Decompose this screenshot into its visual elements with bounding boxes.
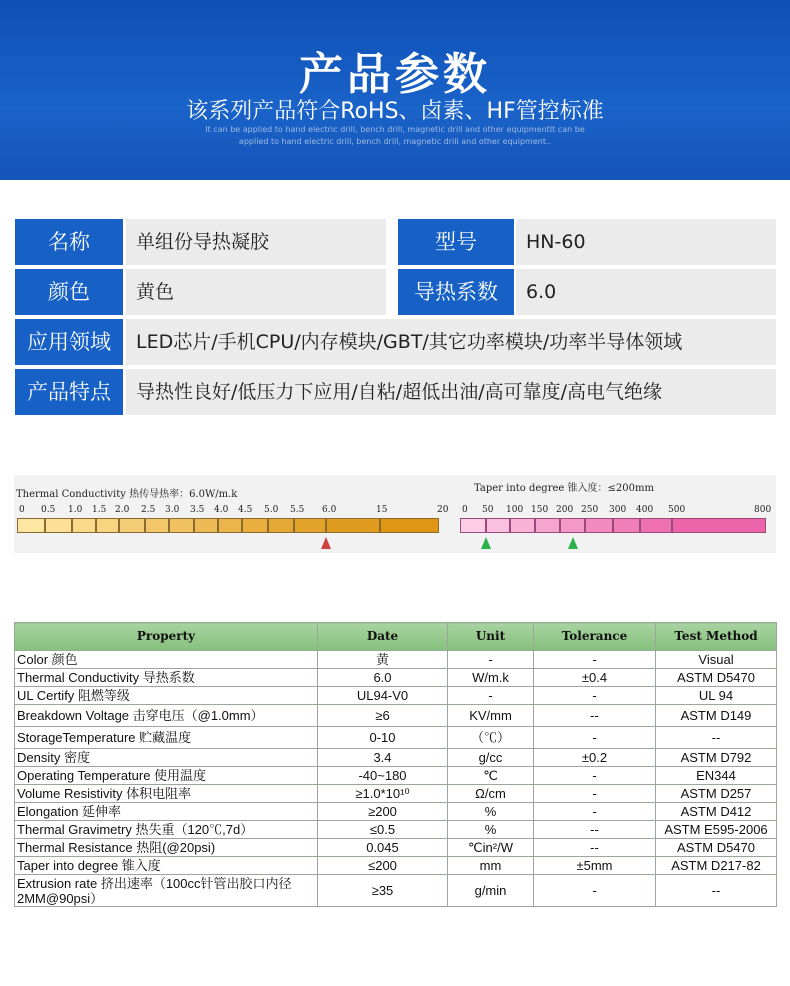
taper-marker-icon	[481, 537, 491, 549]
unit-cell: g/cc	[448, 749, 534, 767]
conductivity-bar-segment	[169, 518, 194, 533]
taper-tick-label: 150	[531, 505, 549, 515]
header-date: Date	[318, 623, 448, 651]
conductivity-tick-label: 4.0	[214, 505, 229, 515]
conductivity-bar-segment	[17, 518, 45, 533]
date-cell: 0-10	[318, 727, 448, 749]
date-cell: 黄	[318, 651, 448, 669]
test-method-cell: ASTM D217-82	[656, 857, 777, 875]
taper-tick-label: 250	[581, 505, 599, 515]
test-method-cell: Visual	[656, 651, 777, 669]
unit-cell: g/min	[448, 875, 534, 907]
test-method-cell: --	[656, 875, 777, 907]
conductivity-bar-segment	[119, 518, 145, 533]
conductivity-bar-segment	[96, 518, 119, 533]
taper-tick-label: 300	[609, 505, 627, 515]
tolerance-cell: -	[534, 803, 656, 821]
property-cell: UL Certify 阻燃等级	[15, 687, 318, 705]
header-property: Property	[15, 623, 318, 651]
taper-bar-segment	[535, 518, 560, 533]
property-cell: Operating Temperature 使用温度	[15, 767, 318, 785]
table-row	[15, 727, 777, 749]
property-cell: Elongation 延伸率	[15, 803, 318, 821]
color-value: 黄色	[126, 269, 386, 315]
table-row	[15, 821, 777, 839]
taper-tick-label: 200	[556, 505, 574, 515]
unit-cell: W/m.k	[448, 669, 534, 687]
english-note: It can be applied to hand electric drill, bench drill, magnetic drill and other equipmentIt can be applied to hand electric drill, bench drill, magnetic drill and other equipment..	[205, 125, 585, 146]
table-row	[15, 803, 777, 821]
taper-bar-segment	[613, 518, 640, 533]
date-cell: UL94-V0	[318, 687, 448, 705]
taper-marker-icon	[568, 537, 578, 549]
conductivity-tick-label: 2.0	[115, 505, 130, 515]
property-cell: Breakdown Voltage 击穿电压（@1.0mm）	[15, 705, 318, 727]
taper-bar-segment	[672, 518, 766, 533]
unit-cell: %	[448, 821, 534, 839]
table-row	[15, 785, 777, 803]
test-method-cell: ASTM D792	[656, 749, 777, 767]
name-value: 单组份导热凝胶	[126, 219, 386, 265]
date-cell: ≥35	[318, 875, 448, 907]
conductivity-marker-icon	[321, 537, 331, 549]
tolerance-cell: -	[534, 651, 656, 669]
name-label: 名称	[15, 219, 123, 265]
conductivity-tick-label: 0	[19, 505, 25, 515]
tolerance-cell: -	[534, 785, 656, 803]
conductivity-scale-caption: Thermal Conductivity 热传导热率：6.0W/m.k	[16, 489, 238, 500]
date-cell: ≥6	[318, 705, 448, 727]
tolerance-cell: -	[534, 767, 656, 785]
taper-bar-segment	[460, 518, 486, 533]
header-test-method: Test Method	[656, 623, 777, 651]
unit-cell: （℃）	[448, 727, 534, 749]
date-cell: ≤0.5	[318, 821, 448, 839]
taper-tick-label: 800	[754, 505, 772, 515]
tolerance-cell: --	[534, 839, 656, 857]
page-title: 产品参数	[299, 49, 491, 100]
tolerance-cell: ±0.2	[534, 749, 656, 767]
table-body	[15, 651, 777, 907]
date-cell: 6.0	[318, 669, 448, 687]
unit-cell: mm	[448, 857, 534, 875]
conductivity-bar-segment	[326, 518, 380, 533]
conductivity-tick-label: 3.5	[190, 505, 205, 515]
conductivity-tick-label: 0.5	[41, 505, 56, 515]
table-row	[15, 705, 777, 727]
table-row	[15, 749, 777, 767]
date-cell: ≥200	[318, 803, 448, 821]
color-label: 颜色	[15, 269, 123, 315]
table-row	[15, 687, 777, 705]
property-cell: StorageTemperature 贮藏温度	[15, 727, 318, 749]
taper-tick-label: 0	[462, 505, 468, 515]
test-method-cell: ASTM D149	[656, 705, 777, 727]
taper-tick-label: 400	[636, 505, 654, 515]
property-table	[14, 622, 777, 907]
application-value: LED芯片/手机CPU/内存模块/GBT/其它功率模块/功率半导体领域	[126, 319, 776, 365]
table-header-row	[15, 623, 777, 651]
conductivity-bar-segment	[268, 518, 294, 533]
table-row	[15, 767, 777, 785]
unit-cell: KV/mm	[448, 705, 534, 727]
tolerance-cell: -	[534, 687, 656, 705]
table-row	[15, 651, 777, 669]
header-tolerance: Tolerance	[534, 623, 656, 651]
page-subtitle: 该系列产品符合RoHS、卤素、HF管控标准	[186, 99, 604, 124]
conductivity-bar-segment	[45, 518, 72, 533]
taper-bar-segment	[560, 518, 585, 533]
test-method-cell: UL 94	[656, 687, 777, 705]
test-method-cell: ASTM D5470	[656, 839, 777, 857]
features-label: 产品特点	[15, 369, 123, 415]
conductivity-value: 6.0	[516, 269, 776, 315]
conductivity-tick-label: 1.5	[92, 505, 107, 515]
conductivity-tick-label: 6.0	[322, 505, 337, 515]
date-cell: -40~180	[318, 767, 448, 785]
test-method-cell: ASTM D5470	[656, 669, 777, 687]
conductivity-tick-label: 1.0	[68, 505, 83, 515]
date-cell: 3.4	[318, 749, 448, 767]
conductivity-tick-label: 2.5	[141, 505, 156, 515]
unit-cell: ℃in²/W	[448, 839, 534, 857]
taper-bar-segment	[585, 518, 613, 533]
conductivity-bar-segment	[194, 518, 218, 533]
application-label: 应用领域	[15, 319, 123, 365]
conductivity-label: 导热系数	[398, 269, 514, 315]
unit-cell: %	[448, 803, 534, 821]
features-value: 导热性良好/低压力下应用/自粘/超低出油/高可靠度/高电气绝缘	[126, 369, 776, 415]
conductivity-tick-label: 5.0	[264, 505, 279, 515]
property-cell: Color 颜色	[15, 651, 318, 669]
tolerance-cell: ±0.4	[534, 669, 656, 687]
conductivity-bar-segment	[72, 518, 96, 533]
conductivity-tick-label: 20	[437, 505, 449, 515]
property-cell: Thermal Resistance 热阻(@20psi)	[15, 839, 318, 857]
header-unit: Unit	[448, 623, 534, 651]
date-cell: ≤200	[318, 857, 448, 875]
taper-tick-label: 50	[482, 505, 494, 515]
taper-bar-segment	[486, 518, 510, 533]
table-row	[15, 839, 777, 857]
taper-tick-label: 500	[668, 505, 686, 515]
tolerance-cell: --	[534, 821, 656, 839]
model-value: HN-60	[516, 219, 776, 265]
tolerance-cell: -	[534, 727, 656, 749]
tolerance-cell: --	[534, 705, 656, 727]
test-method-cell: EN344	[656, 767, 777, 785]
date-cell: 0.045	[318, 839, 448, 857]
unit-cell: -	[448, 651, 534, 669]
table-row	[15, 669, 777, 687]
property-cell: Taper into degree 锥入度	[15, 857, 318, 875]
tolerance-cell: -	[534, 875, 656, 907]
table-row	[15, 857, 777, 875]
conductivity-tick-label: 5.5	[290, 505, 305, 515]
taper-scale-caption: Taper into degree 锥入度：≤200mm	[474, 483, 654, 494]
model-label: 型号	[398, 219, 514, 265]
table-row	[15, 875, 777, 907]
header-banner	[0, 0, 790, 180]
taper-tick-label: 100	[506, 505, 524, 515]
conductivity-tick-label: 15	[376, 505, 388, 515]
conductivity-tick-label: 4.5	[238, 505, 253, 515]
tolerance-cell: ±5mm	[534, 857, 656, 875]
unit-cell: -	[448, 687, 534, 705]
property-cell: Density 密度	[15, 749, 318, 767]
unit-cell: Ω/cm	[448, 785, 534, 803]
property-cell: Extrusion rate 挤出速率（100cc针管出胶口内径2MM@90psi）	[15, 875, 318, 907]
date-cell: ≥1.0*10¹⁰	[318, 785, 448, 803]
taper-bar-segment	[510, 518, 535, 533]
unit-cell: ℃	[448, 767, 534, 785]
conductivity-bar-segment	[218, 518, 242, 533]
test-method-cell: ASTM D412	[656, 803, 777, 821]
property-cell: Volume Resistivity 体积电阻率	[15, 785, 318, 803]
test-method-cell: ASTM E595-2006	[656, 821, 777, 839]
conductivity-bar-segment	[380, 518, 439, 533]
conductivity-tick-label: 3.0	[165, 505, 180, 515]
taper-bar-segment	[640, 518, 672, 533]
conductivity-bar-segment	[242, 518, 268, 533]
property-cell: Thermal Gravimetry 热失重（120℃,7d）	[15, 821, 318, 839]
scale-panel	[14, 475, 776, 553]
test-method-cell: ASTM D257	[656, 785, 777, 803]
conductivity-bar-segment	[145, 518, 169, 533]
property-cell: Thermal Conductivity 导热系数	[15, 669, 318, 687]
conductivity-bar-segment	[294, 518, 326, 533]
test-method-cell: --	[656, 727, 777, 749]
